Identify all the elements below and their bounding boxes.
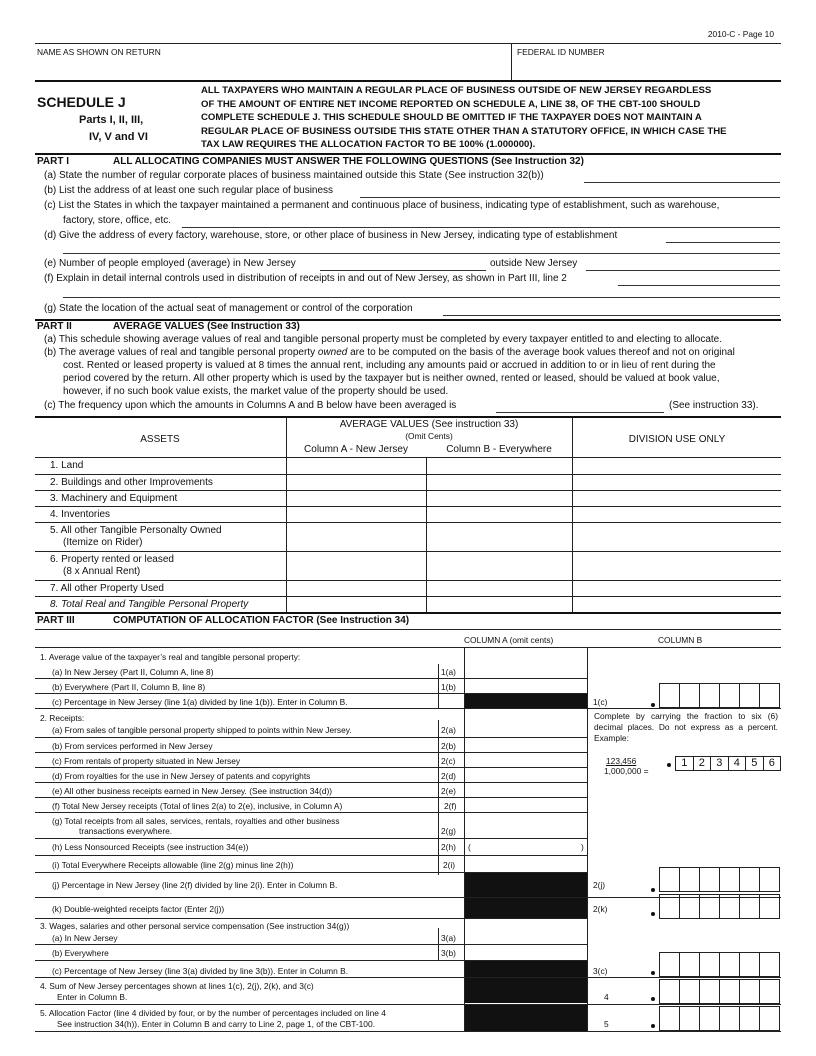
part1-c1: (c) List the States in which the taxpayer maintained a permanent and continuous place of business, indicating type of establishment, such as warehouse, <box>44 200 720 211</box>
ref-2f: 2(f) <box>444 801 457 811</box>
ref-5: 5 <box>604 1019 609 1029</box>
header-divider <box>511 43 512 80</box>
digit-sep <box>679 1006 680 1031</box>
asset-row-3: 3. Machinery and Equipment <box>50 493 178 504</box>
schedule-title: SCHEDULE J <box>37 94 126 110</box>
asset-row-5-sub: (Itemize on Rider) <box>63 537 143 548</box>
digit-sep <box>739 894 740 919</box>
example-denominator: 1,000,000 = <box>604 766 649 776</box>
name-input[interactable] <box>36 58 506 78</box>
p3-line-2a: (a) From sales of tangible personal property shipped to points within New Jersey. <box>52 725 352 735</box>
digit-sep <box>699 979 700 1004</box>
schedule-parts-1: Parts I, II, III, <box>79 114 144 126</box>
ref-2i: 2(i) <box>443 860 456 870</box>
digit-sep <box>719 979 720 1004</box>
example-digit: 4 <box>729 757 747 770</box>
p3-rule <box>35 708 781 709</box>
col-b-header: Column B - Everywhere <box>446 444 552 455</box>
part1-a: (a) State the number of regular corporate places of business maintained outside this State (See instruction 32(b)) <box>44 170 544 181</box>
p3-rule <box>35 977 781 978</box>
part1-g: (g) State the location of the actual seat of management or control of the corporation <box>44 303 413 314</box>
asset-row-4: 4. Inventories <box>50 509 111 520</box>
header-top-rule <box>35 43 781 44</box>
part1-g-input[interactable] <box>443 315 780 316</box>
table-bottom-rule <box>35 612 781 614</box>
notice-line: COMPLETE SCHEDULE J. THIS SCHEDULE SHOULD BE OMITTED IF THE TAXPAYER DOES NOT MAINTAIN A <box>201 112 702 124</box>
asset-row-6: 6. Property rented or leased <box>50 554 174 565</box>
ref-2c: 2(c) <box>441 756 456 766</box>
p3-bottom-rule <box>35 1031 781 1032</box>
part3-title-rule <box>35 629 781 630</box>
part1-d-input[interactable] <box>666 242 780 243</box>
digit-sep <box>679 894 680 919</box>
decimal-point <box>651 912 655 916</box>
part3-col-b-header: COLUMN B <box>658 635 703 645</box>
digit-sep <box>699 1006 700 1031</box>
part1-b-input[interactable] <box>360 197 780 198</box>
part2-c-ref: (See instruction 33). <box>669 400 759 411</box>
p3-line-1a: (a) In New Jersey (Part II, Column A, line 8) <box>52 667 214 677</box>
decimal-point <box>651 888 655 892</box>
asset-row-7: 7. All other Property Used <box>50 583 164 594</box>
p3-line-2: 2. Receipts: <box>40 713 85 723</box>
decimal-point <box>651 997 655 1001</box>
decimal-point <box>651 1024 655 1028</box>
part2-title: AVERAGE VALUES (See Instruction 33) <box>113 321 300 332</box>
decimal-point <box>651 971 655 975</box>
part2-b4: however, if no such book value exists, the market value of the property should be used. <box>63 386 449 397</box>
table-header-rule <box>35 457 781 458</box>
digit-sep <box>739 1006 740 1031</box>
ref-1b: 1(b) <box>441 682 456 692</box>
fein-input[interactable] <box>514 58 779 78</box>
part1-e2: outside New Jersey <box>490 258 578 269</box>
digit-sep <box>679 683 680 708</box>
ref-2g: 2(g) <box>441 826 456 836</box>
part2-b3: period covered by the return. All other property which is used by the taxpayer but is neither owned, rented or leased, should be valued at book value, <box>63 373 720 384</box>
nj-value-1a[interactable] <box>466 665 586 677</box>
wages-col-a-inputs[interactable] <box>466 929 586 959</box>
p3-line-5a: 5. Allocation Factor (line 4 divided by four, or by the number of percentages included on line 4 <box>40 1008 386 1018</box>
part3-col-a-header: COLUMN A (omit cents) <box>464 635 554 645</box>
p3-line-3a: (a) In New Jersey <box>52 933 118 943</box>
digit-sep <box>719 867 720 892</box>
p3-line-2e: (e) All other business receipts earned in New Jersey. (See instruction 34(d)) <box>52 786 333 796</box>
ref-2b: 2(b) <box>441 741 456 751</box>
p3-rule <box>35 678 587 679</box>
part2-b2: cost. Rented or leased property is valued at 8 times the annual rent, including any amounts paid or accrued in addition to or in lieu of rent during the <box>63 360 716 371</box>
ref-2e: 2(e) <box>441 786 456 796</box>
schedule-bottom-rule <box>35 153 781 155</box>
fein-label: FEDERAL ID NUMBER <box>517 47 605 57</box>
part1-b: (b) List the address of at least one such regular place of business <box>44 185 334 196</box>
digit-sep <box>699 894 700 919</box>
asset-input-col-b[interactable] <box>428 459 570 611</box>
schedule-notice <box>201 84 781 152</box>
ref-3b: 3(b) <box>441 948 456 958</box>
digit-sep <box>679 867 680 892</box>
decimal-point <box>667 763 671 767</box>
p3-line-2i: (i) Total Everywhere Receipts allowable (line 2(g) minus line 2(h)) <box>52 860 294 870</box>
p3-line-2g2: transactions everywhere. <box>79 826 173 836</box>
asset-input-col-a[interactable] <box>288 459 424 611</box>
part1-c2: factory, store, office, etc. <box>63 215 172 226</box>
part1-f-input[interactable] <box>618 285 780 286</box>
name-label: NAME AS SHOWN ON RETURN <box>37 47 161 57</box>
p3-line-2d: (d) From royalties for the use in New Jersey of patents and copyrights <box>52 771 311 781</box>
ref-sep <box>438 664 439 709</box>
table-vline-a <box>286 417 287 612</box>
ref-3c: 3(c) <box>593 966 608 976</box>
digit-sep <box>759 952 760 977</box>
ref-4: 4 <box>604 992 609 1002</box>
p3-line-2f: (f) Total New Jersey receipts (Total of lines 2(a) to 2(e), inclusive, in Column A) <box>52 801 343 811</box>
header-bottom-rule <box>35 80 781 82</box>
ref-1a: 1(a) <box>441 667 456 677</box>
ref-2k: 2(k) <box>593 904 608 914</box>
p3-line-1c: (c) Percentage in New Jersey (line 1(a) divided by line 1(b)). Enter in Column B. <box>52 697 348 707</box>
ref-2a: 2(a) <box>441 725 456 735</box>
p3-line-2c: (c) From rentals of property situated in New Jersey <box>52 756 241 766</box>
blackout-3c <box>465 961 587 977</box>
example-text: Complete by carrying the fraction to six (6) decimal places. Do not express as a percent. Example: <box>594 711 778 743</box>
everywhere-value-1b[interactable] <box>466 680 586 692</box>
part2-b1 <box>44 347 735 358</box>
part2-b1-post: are to be computed on the basis of the average book values thereof and not on original <box>347 347 735 358</box>
digit-sep <box>759 979 760 1004</box>
part3-title: COMPUTATION OF ALLOCATION FACTOR (See Instruction 34) <box>113 615 410 626</box>
digit-sep <box>739 952 740 977</box>
digit-sep <box>719 683 720 708</box>
example-digit: 6 <box>768 757 775 769</box>
part2-label: PART II <box>37 321 72 332</box>
digit-sep <box>739 867 740 892</box>
example-digit: 1 <box>676 757 694 770</box>
digit-sep <box>719 1006 720 1031</box>
digit-sep <box>739 683 740 708</box>
digit-sep <box>759 1006 760 1031</box>
part1-a-input[interactable] <box>584 182 780 183</box>
assets-header: ASSETS <box>140 434 180 445</box>
digit-sep <box>739 979 740 1004</box>
digit-sep <box>699 952 700 977</box>
asset-row-8: 8. Total Real and Tangible Personal Property <box>50 599 249 610</box>
digit-sep <box>719 952 720 977</box>
p3-line-3b: (b) Everywhere <box>52 948 109 958</box>
omit-cents: (Omit Cents) <box>405 431 453 441</box>
paren-close: ) <box>581 842 584 852</box>
digit-sep <box>759 867 760 892</box>
blackout-4 <box>465 978 587 1003</box>
p3-line-5b: See instruction 34(h)). Enter in Column B and carry to Line 2, page 1, of the CBT-100. <box>57 1019 375 1029</box>
part1-c-input[interactable] <box>182 227 780 228</box>
ref-3a: 3(a) <box>441 933 456 943</box>
p3-line-1: 1. Average value of the taxpayer’s real and tangible personal property: <box>40 652 301 662</box>
digit-sep <box>679 979 680 1004</box>
digit-sep <box>679 952 680 977</box>
part2-c: (c) The frequency upon which the amounts in Columns A and B below have been averaged is <box>44 400 457 411</box>
part3-label: PART III <box>37 615 75 626</box>
example-digit: 3 <box>711 757 729 770</box>
asset-row-6-sub: (8 x Annual Rent) <box>63 566 141 577</box>
digit-sep <box>759 894 760 919</box>
employees-nj-input[interactable] <box>320 270 486 271</box>
digit-sep <box>719 894 720 919</box>
p3-line-2h: (h) Less Nonsourced Receipts (see instruction 34(e)) <box>52 842 249 852</box>
example-digit: 2 <box>694 757 712 770</box>
part1-d-input-2[interactable] <box>63 253 780 254</box>
ref-2h: 2(h) <box>441 842 456 852</box>
notice-line: OF THE AMOUNT OF ENTIRE NET INCOME REPORTED ON SCHEDULE A, LINE 38, OF THE CBT-100 SHOULD <box>201 98 701 110</box>
ref-1c: 1(c) <box>593 697 608 707</box>
paren-open: ( <box>468 842 471 852</box>
part1-f-input-2[interactable] <box>63 297 780 298</box>
part2-b1-pre: (b) The average values of real and tangible personal property <box>44 347 318 358</box>
asset-row-5: 5. All other Tangible Personalty Owned <box>50 525 222 536</box>
receipts-col-a-inputs[interactable] <box>466 722 586 870</box>
division-header: DIVISION USE ONLY <box>628 434 726 445</box>
notice-line: REGULAR PLACE OF BUSINESS OUTSIDE THIS STATE OTHER THAN A STATUTORY OFFICE, IN WHICH CASE THE <box>201 125 727 137</box>
p3-rule <box>35 1004 781 1005</box>
schedule-parts-2: IV, V and VI <box>89 131 148 143</box>
example-digits <box>675 756 781 771</box>
avg-values-header: AVERAGE VALUES (See instruction 33) <box>339 419 519 430</box>
p3-line-2b: (b) From services performed in New Jersey <box>52 741 213 751</box>
p3-line-4b: Enter in Column B. <box>57 992 128 1002</box>
blackout-1c <box>465 694 587 708</box>
p3-vline-a <box>587 647 588 1031</box>
p3-line-3: 3. Wages, salaries and other personal service compensation (See instruction 34(g)) <box>40 921 350 931</box>
part3-header-rule <box>35 647 781 648</box>
p3-rule <box>35 918 587 919</box>
blackout-2k <box>465 898 587 918</box>
frequency-input[interactable] <box>496 412 664 413</box>
part2-b1-italic: owned <box>317 347 348 358</box>
digit-sep <box>699 867 700 892</box>
table-vline-c <box>572 417 573 612</box>
digit-sep <box>759 683 760 708</box>
example-numerator: 123,456 <box>606 756 637 766</box>
decimal-point <box>651 703 655 707</box>
page-label: 2010-C - Page 10 <box>707 29 774 39</box>
p3-line-2g1: (g) Total receipts from all sales, services, rentals, royalties and other business <box>52 816 340 826</box>
table-vline-b <box>426 457 427 612</box>
p3-line-2k: (k) Double-weighted receipts factor (Enter 2(j)) <box>52 904 225 914</box>
part1-title: ALL ALLOCATING COMPANIES MUST ANSWER THE FOLLOWING QUESTIONS (See Instruction 32) <box>113 156 584 167</box>
p3-line-1b: (b) Everywhere (Part II, Column B, line 8) <box>52 682 206 692</box>
p3-line-3c: (c) Percentage of New Jersey (line 3(a) divided by line 3(b)). Enter in Column B. <box>52 966 349 976</box>
part1-e1: (e) Number of people employed (average) in New Jersey <box>44 258 296 269</box>
p3-line-2j: (j) Percentage in New Jersey (line 2(f) divided by line 2(i). Enter in Column B. <box>52 880 338 890</box>
table-top-rule <box>35 416 781 418</box>
part1-f: (f) Explain in detail internal controls used in distribution of receipts in and out of New Jersey, as shown in Part III, line 2 <box>44 273 567 284</box>
digit-sep <box>699 683 700 708</box>
part1-label: PART I <box>37 156 70 167</box>
part2-a: (a) This schedule showing average values of real and tangible personal property must be completed by every taxpayer entitled to and electing to allocate. <box>44 334 722 345</box>
ref-2d: 2(d) <box>441 771 456 781</box>
blackout-5 <box>465 1005 587 1031</box>
example-digit: 5 <box>746 757 764 770</box>
employees-outside-input[interactable] <box>586 270 780 271</box>
notice-line: ALL TAXPAYERS WHO MAINTAIN A REGULAR PLACE OF BUSINESS OUTSIDE OF NEW JERSEY REGARDLESS <box>201 85 712 96</box>
part1-d: (d) Give the address of every factory, warehouse, store, or other place of business in New Jersey, indicating type of establishment <box>44 230 618 241</box>
blackout-2j <box>465 873 587 897</box>
p3-line-4a: 4. Sum of New Jersey percentages shown at lines 1(c), 2(j), 2(k), and 3(c) <box>40 981 314 991</box>
ref-2j: 2(j) <box>593 880 606 890</box>
notice-line: TAX LAW REQUIRES THE ALLOCATION FACTOR TO BE 100% (1.000000). <box>201 139 536 151</box>
asset-row-1: 1. Land <box>50 460 84 471</box>
asset-row-2: 2. Buildings and other Improvements <box>50 477 213 488</box>
col-a-header: Column A - New Jersey <box>304 444 408 455</box>
